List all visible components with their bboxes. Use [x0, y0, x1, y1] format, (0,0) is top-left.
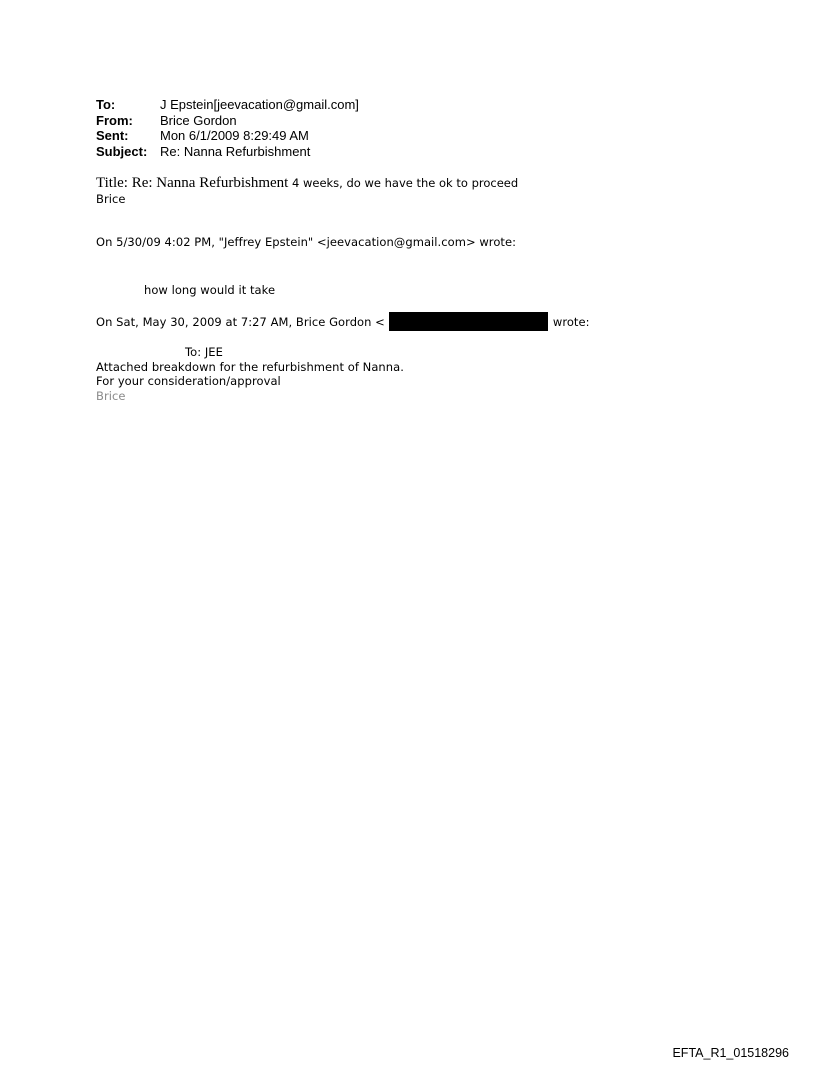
quote2-intro — [96, 312, 590, 331]
quote2-intro-after: wrote: — [552, 315, 590, 329]
to-row — [96, 97, 359, 113]
document-id: EFTA_R1_01518296 — [672, 1046, 789, 1060]
from-value: Brice Gordon — [160, 112, 237, 128]
quote2-signature: Brice — [96, 389, 126, 403]
to-value: J Epstein[jeevacation@gmail.com] — [160, 97, 359, 112]
from-label: From: — [96, 112, 133, 128]
subject-value: Re: Nanna Refurbishment — [160, 143, 311, 159]
signature: Brice — [96, 192, 126, 206]
subject-label: Subject: — [96, 143, 148, 159]
email-header — [96, 97, 359, 159]
quote2-line1: Attached breakdown for the refurbishment of Nanna. — [96, 360, 404, 374]
quote1-text: how long would it take — [144, 283, 276, 297]
sent-value: Mon 6/1/2009 8:29:49 AM — [160, 128, 309, 143]
quote1-intro: On 5/30/09 4:02 PM, "Jeffrey Epstein" <jeevacation@gmail.com> wrote: — [96, 235, 517, 249]
sent-row — [96, 128, 359, 144]
body-reply-text: 4 weeks, do we have the ok to proceed — [288, 176, 519, 190]
sent-label: Sent: — [96, 128, 129, 143]
body-title: Title: Re: Nanna Refurbishment — [96, 175, 289, 191]
redaction-bar — [389, 312, 548, 331]
body-title-line — [96, 174, 518, 192]
quote2-to: To: JEE — [185, 345, 223, 359]
to-label: To: — [96, 97, 116, 112]
from-row — [96, 113, 359, 129]
subject-row — [96, 144, 359, 160]
quote2-line2: For your consideration/approval — [96, 374, 281, 388]
quote2-intro-before: On Sat, May 30, 2009 at 7:27 AM, Brice Gordon < — [96, 315, 385, 329]
